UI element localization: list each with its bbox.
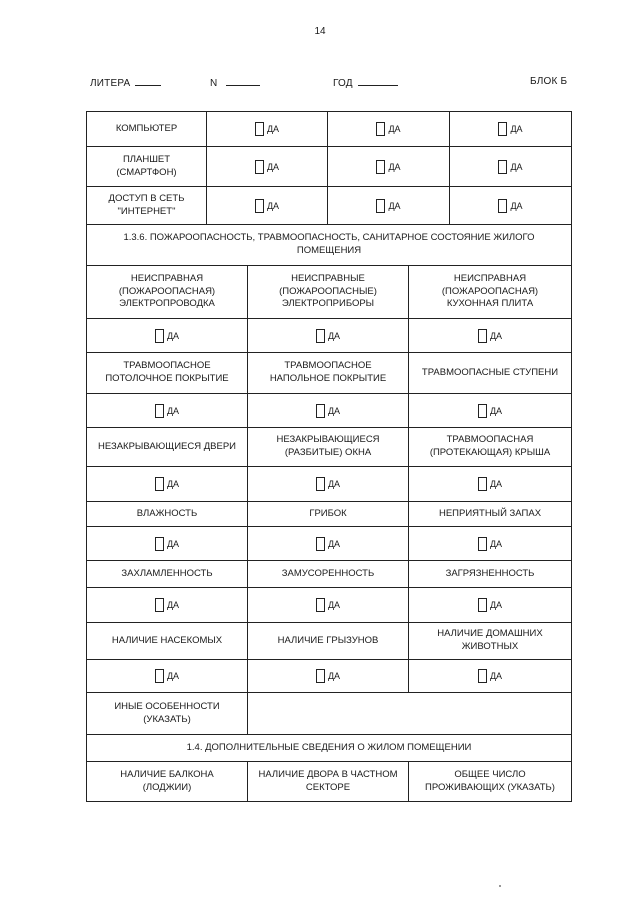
checkbox-label: ДА xyxy=(327,405,341,416)
checkbox[interactable] xyxy=(316,329,340,343)
checkbox-square-icon[interactable] xyxy=(155,477,164,491)
hazard-label-text: ЗАХЛАМЛЕННОСТЬ xyxy=(121,567,213,579)
hazard-label-text: НЕИСПРАВНАЯ (ПОЖАРООПАСНАЯ) КУХОННАЯ ПЛИТА xyxy=(441,273,539,310)
hazard-label-text: НАЛИЧИЕ НАСЕКОМЫХ xyxy=(111,634,223,646)
hazard-label xyxy=(86,352,248,394)
checkbox[interactable] xyxy=(478,598,502,612)
hazard-checkbox-cell[interactable] xyxy=(86,587,248,623)
device-checkbox-cell[interactable] xyxy=(327,186,450,225)
checkbox-square-icon[interactable] xyxy=(498,199,507,213)
checkbox[interactable] xyxy=(155,477,179,491)
device-label-1 xyxy=(86,146,207,187)
year-blank[interactable] xyxy=(358,76,398,86)
number-label: N xyxy=(210,78,218,89)
hazard-label-text: ТРАВМООПАСНЫЕ СТУПЕНИ xyxy=(421,366,559,378)
hazard-checkbox-cell[interactable] xyxy=(86,526,248,561)
checkbox-square-icon[interactable] xyxy=(376,160,385,174)
hazard-label xyxy=(408,352,572,394)
checkbox-square-icon[interactable] xyxy=(155,669,164,683)
other-features-label-text: ИНЫЕ ОСОБЕННОСТИ (УКАЗАТЬ) xyxy=(114,700,220,725)
litera-label: ЛИТЕРА xyxy=(90,78,131,89)
checkbox[interactable] xyxy=(316,404,340,418)
device-label-2-text: ДОСТУП В СЕТЬ "ИНТЕРНЕТ" xyxy=(108,192,185,217)
hazard-label xyxy=(86,265,248,319)
checkbox-label: ДА xyxy=(327,600,341,611)
checkbox-square-icon[interactable] xyxy=(478,329,487,343)
hazard-label-text: НАЛИЧИЕ ГРЫЗУНОВ xyxy=(277,634,379,646)
checkbox-square-icon[interactable] xyxy=(255,160,264,174)
scan-speck xyxy=(499,885,501,887)
checkbox[interactable] xyxy=(316,537,340,551)
checkbox[interactable] xyxy=(255,122,279,136)
hazard-label-text: НЕИСПРАВНЫЕ (ПОЖАРООПАСНЫЕ) ЭЛЕКТРОПРИБОРЫ xyxy=(279,273,377,310)
checkbox-square-icon[interactable] xyxy=(498,160,507,174)
checkbox-square-icon[interactable] xyxy=(478,598,487,612)
year-field[interactable] xyxy=(333,76,398,89)
checkbox-label: ДА xyxy=(489,600,503,611)
checkbox-label: ДА xyxy=(327,538,341,549)
checkbox[interactable] xyxy=(478,329,502,343)
extra-info-column-2 xyxy=(408,761,572,802)
checkbox[interactable] xyxy=(376,199,400,213)
checkbox-label: ДА xyxy=(388,124,401,135)
hazard-label-text: НЕПРИЯТНЫЙ ЗАПАХ xyxy=(438,507,542,519)
hazard-checkbox-cell[interactable] xyxy=(408,526,572,561)
checkbox[interactable] xyxy=(478,477,502,491)
hazard-label xyxy=(86,622,248,660)
checkbox[interactable] xyxy=(255,160,279,174)
checkbox[interactable] xyxy=(316,669,340,683)
year-label: ГОД xyxy=(333,78,353,89)
checkbox[interactable] xyxy=(155,537,179,551)
checkbox-square-icon[interactable] xyxy=(316,537,325,551)
checkbox-square-icon[interactable] xyxy=(478,669,487,683)
device-checkbox-cell[interactable] xyxy=(327,146,450,187)
hazard-checkbox-cell[interactable] xyxy=(86,393,248,428)
checkbox-square-icon[interactable] xyxy=(316,669,325,683)
hazard-checkbox-cell[interactable] xyxy=(247,318,409,353)
hazard-checkbox-cell[interactable] xyxy=(86,466,248,502)
hazard-label-text: ВЛАЖНОСТЬ xyxy=(136,507,198,519)
hazard-label xyxy=(408,560,572,588)
hazard-label xyxy=(247,560,409,588)
checkbox-square-icon[interactable] xyxy=(155,598,164,612)
checkbox-label: ДА xyxy=(489,405,503,416)
checkbox[interactable] xyxy=(376,160,400,174)
checkbox-square-icon[interactable] xyxy=(255,122,264,136)
litera-blank[interactable] xyxy=(135,76,161,86)
hazard-label xyxy=(86,560,248,588)
checkbox-square-icon[interactable] xyxy=(316,404,325,418)
hazard-checkbox-cell[interactable] xyxy=(86,659,248,693)
checkbox-square-icon[interactable] xyxy=(376,122,385,136)
hazard-checkbox-cell[interactable] xyxy=(247,587,409,623)
extra-info-column-0-text: НАЛИЧИЕ БАЛКОНА (ЛОДЖИИ) xyxy=(120,768,214,793)
checkbox-label: ДА xyxy=(510,200,523,211)
hazard-label xyxy=(247,501,409,527)
checkbox-label: ДА xyxy=(388,200,401,211)
checkbox-label: ДА xyxy=(388,161,401,172)
checkbox-square-icon[interactable] xyxy=(478,477,487,491)
device-checkbox-cell[interactable] xyxy=(449,186,572,225)
hazard-label xyxy=(247,352,409,394)
device-checkbox-cell[interactable] xyxy=(206,186,328,225)
checkbox[interactable] xyxy=(498,122,522,136)
checkbox-square-icon[interactable] xyxy=(316,477,325,491)
section-136-title xyxy=(86,224,572,266)
checkbox-label: ДА xyxy=(166,479,180,490)
number-field[interactable] xyxy=(210,76,260,89)
checkbox-label: ДА xyxy=(166,538,180,549)
section-14-title-text: 1.4. ДОПОЛНИТЕЛЬНЫЕ СВЕДЕНИЯ О ЖИЛОМ ПОМЕЩЕНИИ xyxy=(186,741,472,753)
hazard-label-text: ТРАВМООПАСНАЯ (ПРОТЕКАЮЩАЯ) КРЫША xyxy=(429,434,551,458)
checkbox-square-icon[interactable] xyxy=(498,122,507,136)
device-label-0-text: КОМПЬЮТЕР xyxy=(115,122,178,134)
checkbox[interactable] xyxy=(376,122,400,136)
page-number: 14 xyxy=(314,26,326,37)
other-features-input[interactable] xyxy=(247,692,572,735)
checkbox-square-icon[interactable] xyxy=(316,598,325,612)
checkbox-label: ДА xyxy=(489,538,503,549)
section-14-title xyxy=(86,734,572,762)
device-checkbox-cell[interactable] xyxy=(327,111,450,147)
hazard-label-text: НЕИСПРАВНАЯ (ПОЖАРООПАСНАЯ) ЭЛЕКТРОПРОВОДКА xyxy=(118,273,216,310)
hazard-checkbox-cell[interactable] xyxy=(408,587,572,623)
hazard-checkbox-cell[interactable] xyxy=(247,393,409,428)
device-checkbox-cell[interactable] xyxy=(449,146,572,187)
extra-info-column-2-text: ОБЩЕЕ ЧИСЛО ПРОЖИВАЮЩИХ (УКАЗАТЬ) xyxy=(425,768,555,793)
checkbox[interactable] xyxy=(255,199,279,213)
checkbox[interactable] xyxy=(478,537,502,551)
hazard-label xyxy=(408,427,572,467)
extra-info-column-1-text: НАЛИЧИЕ ДВОРА В ЧАСТНОМ СЕКТОРЕ xyxy=(258,768,398,793)
checkbox-label: ДА xyxy=(489,330,503,341)
checkbox-square-icon[interactable] xyxy=(155,537,164,551)
checkbox[interactable] xyxy=(155,404,179,418)
checkbox-label: ДА xyxy=(327,671,341,682)
hazard-checkbox-cell[interactable] xyxy=(247,526,409,561)
hazard-label-text: ТРАВМООПАСНОЕ НАПОЛЬНОЕ ПОКРЫТИЕ xyxy=(269,360,387,384)
section-136-title-text: 1.3.6. ПОЖАРООПАСНОСТЬ, ТРАВМООПАСНОСТЬ, САНИТАРНОЕ СОСТОЯНИЕ ЖИЛОГО ПОМЕЩЕНИЯ xyxy=(123,232,535,256)
checkbox[interactable] xyxy=(498,160,522,174)
other-features-label xyxy=(86,692,248,735)
hazard-checkbox-cell[interactable] xyxy=(408,659,572,693)
hazard-checkbox-cell[interactable] xyxy=(408,318,572,353)
checkbox[interactable] xyxy=(478,669,502,683)
device-label-2 xyxy=(86,186,207,225)
checkbox-label: ДА xyxy=(166,330,180,341)
hazard-checkbox-cell[interactable] xyxy=(86,318,248,353)
device-checkbox-cell[interactable] xyxy=(449,111,572,147)
checkbox[interactable] xyxy=(316,477,340,491)
checkbox-label: ДА xyxy=(266,124,280,135)
hazard-label-text: ЗАМУСОРЕННОСТЬ xyxy=(281,567,375,579)
device-label-1-text: ПЛАНШЕТ (СМАРТФОН) xyxy=(116,153,177,178)
hazard-label xyxy=(408,265,572,319)
hazard-checkbox-cell[interactable] xyxy=(408,393,572,428)
checkbox-label: ДА xyxy=(510,161,523,172)
hazard-label xyxy=(86,501,248,527)
checkbox-label: ДА xyxy=(489,671,503,682)
checkbox-label: ДА xyxy=(489,479,503,490)
hazard-label xyxy=(247,265,409,319)
checkbox[interactable] xyxy=(155,329,179,343)
checkbox[interactable] xyxy=(155,669,179,683)
device-checkbox-cell[interactable] xyxy=(206,111,328,147)
hazard-checkbox-cell[interactable] xyxy=(247,466,409,502)
hazard-label xyxy=(86,427,248,467)
checkbox-label: ДА xyxy=(166,600,180,611)
checkbox-square-icon[interactable] xyxy=(478,404,487,418)
checkbox-square-icon[interactable] xyxy=(155,329,164,343)
checkbox-label: ДА xyxy=(327,330,341,341)
hazard-label-text: ЗАГРЯЗНЕННОСТЬ xyxy=(445,567,535,579)
checkbox-label: ДА xyxy=(166,405,180,416)
checkbox[interactable] xyxy=(316,598,340,612)
checkbox[interactable] xyxy=(478,404,502,418)
checkbox-label: ДА xyxy=(327,479,341,490)
checkbox-label: ДА xyxy=(266,161,280,172)
checkbox-label: ДА xyxy=(510,124,523,135)
hazard-checkbox-cell[interactable] xyxy=(247,659,409,693)
litera-field[interactable] xyxy=(90,76,161,89)
extra-info-column-0 xyxy=(86,761,248,802)
extra-info-column-1 xyxy=(247,761,409,802)
number-blank[interactable] xyxy=(226,76,260,86)
hazard-label-text: ТРАВМООПАСНОЕ ПОТОЛОЧНОЕ ПОКРЫТИЕ xyxy=(105,360,229,384)
device-label-0 xyxy=(86,111,207,147)
checkbox[interactable] xyxy=(498,199,522,213)
checkbox-square-icon[interactable] xyxy=(376,199,385,213)
hazard-label xyxy=(247,427,409,467)
hazard-label-text: НЕЗАКРЫВАЮЩИЕСЯ (РАЗБИТЫЕ) ОКНА xyxy=(276,434,380,458)
block-label: БЛОК Б xyxy=(530,76,568,87)
hazard-checkbox-cell[interactable] xyxy=(408,466,572,502)
checkbox-label: ДА xyxy=(266,200,280,211)
hazard-label xyxy=(408,622,572,660)
hazard-label xyxy=(247,622,409,660)
checkbox-square-icon[interactable] xyxy=(316,329,325,343)
hazard-label xyxy=(408,501,572,527)
checkbox-square-icon[interactable] xyxy=(478,537,487,551)
checkbox-square-icon[interactable] xyxy=(155,404,164,418)
hazard-label-text: ГРИБОК xyxy=(309,507,347,519)
checkbox[interactable] xyxy=(155,598,179,612)
checkbox-square-icon[interactable] xyxy=(255,199,264,213)
hazard-label-text: НАЛИЧИЕ ДОМАШНИХ ЖИВОТНЫХ xyxy=(437,628,543,652)
device-checkbox-cell[interactable] xyxy=(206,146,328,187)
checkbox-label: ДА xyxy=(166,671,180,682)
hazard-label-text: НЕЗАКРЫВАЮЩИЕСЯ ДВЕРИ xyxy=(97,440,236,452)
